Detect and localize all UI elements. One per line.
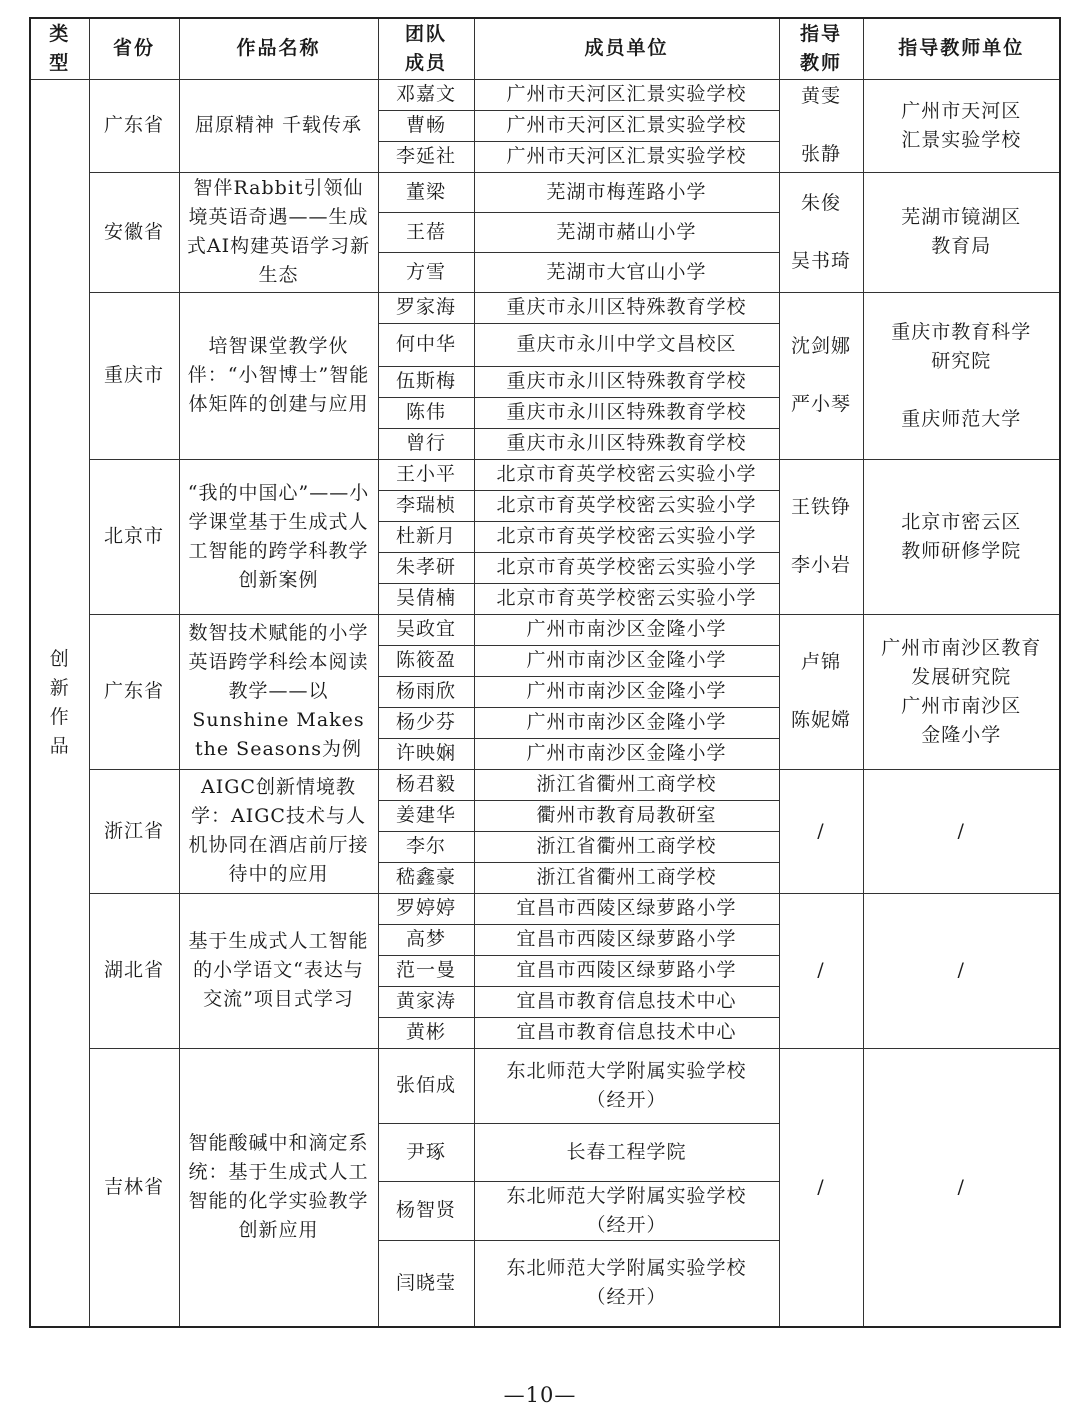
member-unit-cell: 广州市天河区汇景实验学校 — [474, 141, 779, 172]
member-unit-cell: 宜昌市西陵区绿萝路小学 — [474, 893, 779, 924]
table-row — [30, 1048, 1060, 1123]
work-title-cell: “我的中国心”——小学课堂基于生成式人工智能的跨学科教学创新案例 — [179, 459, 378, 614]
member-unit-cell: 广州市南沙区金隆小学 — [474, 707, 779, 738]
header-teacher-unit: 指导教师单位 — [863, 18, 1060, 79]
teacher-unit-cell: 芜湖市镜湖区 教育局 — [863, 172, 1060, 292]
member-unit-cell: 芜湖市梅莲路小学 — [474, 172, 779, 212]
table-row — [30, 769, 1060, 800]
member-name-cell: 李延社 — [378, 141, 474, 172]
member-name-cell: 邓嘉文 — [378, 79, 474, 110]
header-members: 团队 成员 — [378, 18, 474, 79]
province-cell: 广东省 — [89, 614, 179, 769]
teacher-cell: / — [779, 893, 863, 1048]
teacher-unit-cell: 广州市天河区 汇景实验学校 — [863, 79, 1060, 172]
teacher-unit-cell: 北京市密云区 教师研修学院 — [863, 459, 1060, 614]
header-row — [30, 18, 1060, 79]
member-unit-cell: 东北师范大学附属实验学校 （经开） — [474, 1240, 779, 1327]
member-unit-cell: 浙江省衢州工商学校 — [474, 831, 779, 862]
member-unit-cell: 宜昌市西陵区绿萝路小学 — [474, 955, 779, 986]
table-row — [30, 79, 1060, 110]
province-cell: 北京市 — [89, 459, 179, 614]
member-unit-cell: 北京市育英学校密云实验小学 — [474, 583, 779, 614]
member-name-cell: 黄彬 — [378, 1017, 474, 1048]
member-unit-cell: 广州市南沙区金隆小学 — [474, 738, 779, 769]
member-name-cell: 吴倩楠 — [378, 583, 474, 614]
member-name-cell: 黄家涛 — [378, 986, 474, 1017]
teacher-cell: 卢锦 陈妮嫦 — [779, 614, 863, 769]
teacher-cell: / — [779, 1048, 863, 1327]
header-teacher: 指导 教师 — [779, 18, 863, 79]
member-name-cell: 伍斯梅 — [378, 366, 474, 397]
member-name-cell: 张佰成 — [378, 1048, 474, 1123]
table-body — [30, 79, 1060, 1327]
member-name-cell: 尹琢 — [378, 1123, 474, 1181]
work-title-cell: AIGC创新情境教学：AIGC技术与人机协同在酒店前厅接待中的应用 — [179, 769, 378, 893]
province-cell: 重庆市 — [89, 292, 179, 459]
table-row — [30, 893, 1060, 924]
member-unit-cell: 衢州市教育局教研室 — [474, 800, 779, 831]
member-name-cell: 王小平 — [378, 459, 474, 490]
member-unit-cell: 浙江省衢州工商学校 — [474, 769, 779, 800]
teacher-cell: 沈剑娜 严小琴 — [779, 292, 863, 459]
member-name-cell: 陈伟 — [378, 397, 474, 428]
member-unit-cell: 重庆市永川区特殊教育学校 — [474, 397, 779, 428]
member-name-cell: 李尔 — [378, 831, 474, 862]
header-work: 作品名称 — [179, 18, 378, 79]
teacher-unit-cell: 重庆市教育科学 研究院 重庆师范大学 — [863, 292, 1060, 459]
member-unit-cell: 东北师范大学附属实验学校 （经开） — [474, 1048, 779, 1123]
province-cell: 浙江省 — [89, 769, 179, 893]
member-unit-cell: 重庆市永川中学文昌校区 — [474, 323, 779, 366]
work-title-cell: 数智技术赋能的小学英语跨学科绘本阅读教学——以Sunshine Makes the Seasons为例 — [179, 614, 378, 769]
header-province: 省份 — [89, 18, 179, 79]
member-name-cell: 杜新月 — [378, 521, 474, 552]
table-row — [30, 292, 1060, 323]
member-unit-cell: 广州市南沙区金隆小学 — [474, 645, 779, 676]
province-cell: 安徽省 — [89, 172, 179, 292]
member-unit-cell: 芜湖市大官山小学 — [474, 252, 779, 292]
work-title-cell: 智能酸碱中和滴定系统：基于生成式人工智能的化学实验教学创新应用 — [179, 1048, 378, 1327]
member-name-cell: 罗家海 — [378, 292, 474, 323]
member-name-cell: 嵇鑫豪 — [378, 862, 474, 893]
teacher-unit-cell: / — [863, 893, 1060, 1048]
work-title-cell: 屈原精神 千载传承 — [179, 79, 378, 172]
member-unit-cell: 宜昌市教育信息技术中心 — [474, 1017, 779, 1048]
teacher-cell: 黄雯 张静 — [779, 79, 863, 172]
member-name-cell: 范一曼 — [378, 955, 474, 986]
member-name-cell: 高梦 — [378, 924, 474, 955]
work-title-cell: 智伴Rabbit引领仙境英语奇遇——生成式AI构建英语学习新生态 — [179, 172, 378, 292]
member-name-cell: 吴政宜 — [378, 614, 474, 645]
teacher-unit-cell: / — [863, 1048, 1060, 1327]
member-unit-cell: 东北师范大学附属实验学校 （经开） — [474, 1181, 779, 1240]
member-unit-cell: 广州市南沙区金隆小学 — [474, 614, 779, 645]
work-title-cell: 培智课堂教学伙伴：“小智博士”智能体矩阵的创建与应用 — [179, 292, 378, 459]
member-unit-cell: 重庆市永川区特殊教育学校 — [474, 428, 779, 459]
table-row — [30, 614, 1060, 645]
header-type: 类 型 — [30, 18, 89, 79]
member-unit-cell: 广州市天河区汇景实验学校 — [474, 79, 779, 110]
member-unit-cell: 重庆市永川区特殊教育学校 — [474, 292, 779, 323]
member-name-cell: 许映娴 — [378, 738, 474, 769]
member-unit-cell: 芜湖市赭山小学 — [474, 212, 779, 252]
teacher-unit-cell: 广州市南沙区教育 发展研究院 广州市南沙区 金隆小学 — [863, 614, 1060, 769]
member-name-cell: 朱孝研 — [378, 552, 474, 583]
teacher-cell: 王铁铮 李小岩 — [779, 459, 863, 614]
member-name-cell: 姜建华 — [378, 800, 474, 831]
member-name-cell: 杨雨欣 — [378, 676, 474, 707]
member-name-cell: 杨智贤 — [378, 1181, 474, 1240]
member-unit-cell: 重庆市永川区特殊教育学校 — [474, 366, 779, 397]
member-unit-cell: 宜昌市西陵区绿萝路小学 — [474, 924, 779, 955]
teacher-cell: / — [779, 769, 863, 893]
member-unit-cell: 北京市育英学校密云实验小学 — [474, 521, 779, 552]
work-title-cell: 基于生成式人工智能的小学语文“表达与交流”项目式学习 — [179, 893, 378, 1048]
province-cell: 吉林省 — [89, 1048, 179, 1327]
member-unit-cell: 北京市育英学校密云实验小学 — [474, 459, 779, 490]
member-name-cell: 杨君毅 — [378, 769, 474, 800]
table-row — [30, 172, 1060, 212]
province-cell: 湖北省 — [89, 893, 179, 1048]
member-name-cell: 董梁 — [378, 172, 474, 212]
teacher-unit-cell: / — [863, 769, 1060, 893]
member-unit-cell: 宜昌市教育信息技术中心 — [474, 986, 779, 1017]
member-unit-cell: 北京市育英学校密云实验小学 — [474, 490, 779, 521]
member-name-cell: 何中华 — [378, 323, 474, 366]
member-name-cell: 李瑞桢 — [378, 490, 474, 521]
member-name-cell: 曹畅 — [378, 110, 474, 141]
member-name-cell: 杨少芬 — [378, 707, 474, 738]
award-table — [29, 17, 1061, 1328]
member-unit-cell: 广州市天河区汇景实验学校 — [474, 110, 779, 141]
member-unit-cell: 浙江省衢州工商学校 — [474, 862, 779, 893]
member-unit-cell: 北京市育英学校密云实验小学 — [474, 552, 779, 583]
teacher-cell: 朱俊 吴书琦 — [779, 172, 863, 292]
header-unit: 成员单位 — [474, 18, 779, 79]
table-row — [30, 459, 1060, 490]
category-cell: 创 新 作 品 — [30, 79, 89, 1327]
member-name-cell: 方雪 — [378, 252, 474, 292]
province-cell: 广东省 — [89, 79, 179, 172]
member-name-cell: 曾行 — [378, 428, 474, 459]
member-unit-cell: 长春工程学院 — [474, 1123, 779, 1181]
member-name-cell: 王蓓 — [378, 212, 474, 252]
member-name-cell: 闫晓莹 — [378, 1240, 474, 1327]
member-unit-cell: 广州市南沙区金隆小学 — [474, 676, 779, 707]
member-name-cell: 罗婷婷 — [378, 893, 474, 924]
page-number: —10— — [503, 1383, 577, 1407]
member-name-cell: 陈筱盈 — [378, 645, 474, 676]
